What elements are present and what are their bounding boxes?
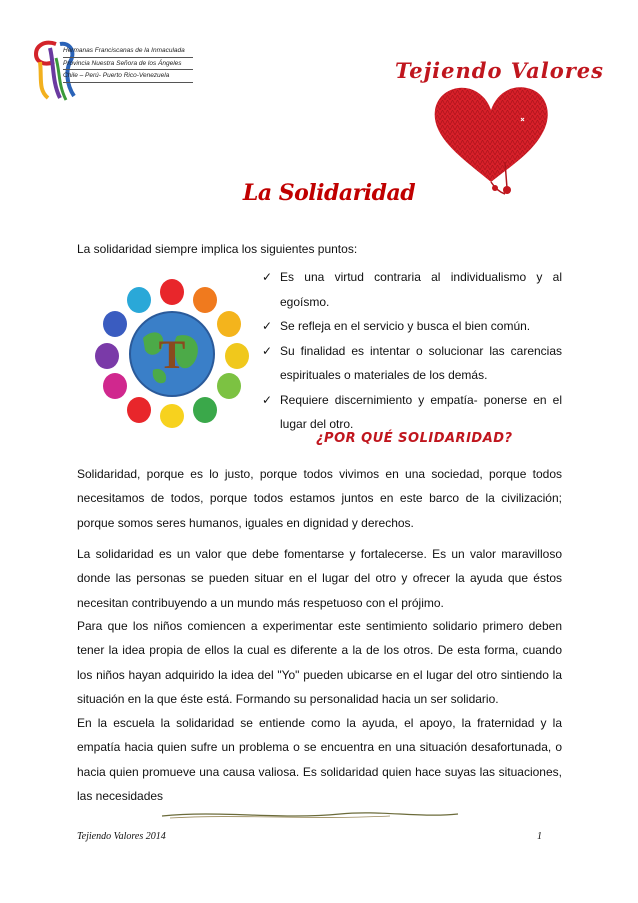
paragraph: En la escuela la solidaridad se entiende como la ayuda, el apoyo, la fraternidad y la empatía hacia quien sufre un problema o se encuentra en una situación desafortunada, o hacia quien promueve una causa valiosa. Es solidaridad quien hace suyas las situaciones, las necesidades <box>77 716 562 803</box>
org-line-2: Provincia Nuestra Señora de los Ángeles <box>63 58 193 71</box>
point-text: Su finalidad es intentar o solucionar las carencias espirituales o materiales de los demás. <box>280 343 562 382</box>
org-line-1: Hermanas Franciscanas de la Inmaculada <box>63 45 193 58</box>
page-title: La Solidaridad <box>242 180 416 206</box>
footer-label: Tejiendo Valores 2014 <box>77 831 166 842</box>
checkmark-icon: ✓ <box>262 343 273 358</box>
list-item <box>262 265 562 314</box>
list-item <box>262 314 562 339</box>
org-line-3: Chile – Perú- Puerto Rico-Venezuela <box>63 70 193 83</box>
svg-text:T: T <box>158 332 186 377</box>
point-text: Requiere discernimiento y empatía- ponerse en el lugar del otro. <box>280 392 562 431</box>
hands-globe-image <box>93 278 251 428</box>
brand-title: Tejiendo Valores <box>395 58 604 83</box>
point-text: Se refleja en el servicio y busca el bien común. <box>280 319 531 333</box>
decorative-divider <box>160 808 460 822</box>
list-item <box>262 339 562 388</box>
paragraph: La solidaridad es un valor que debe fomentarse y fortalecerse. Es un valor maravilloso donde las personas se pueden situar en el lugar del otro y ofrecer la ayuda que éstos necesitan contribuyendo a un mundo más respetuoso con el prójimo. <box>77 547 562 610</box>
paragraph: Para que los niños comiencen a experimentar este sentimiento solidario primero deben tener la idea propia de ellos la cual es diferente a la de los otros. De esta forma, cuando los niños hayan adquirido la idea del "Yo" pueden ubicarse en el lugar del otro sintiendo la situación en la que éste está. Formando su personalidad hacia un ser solidario. <box>77 619 562 706</box>
points-list <box>262 265 562 437</box>
point-text: Es una virtud contraria al individualismo y al egoísmo. <box>280 270 562 309</box>
intro-text: La solidaridad siempre implica los siguientes puntos: <box>77 242 358 256</box>
paragraph: Solidaridad, porque es lo justo, porque todos vivimos en una sociedad, porque todos necesitamos de todos, porque todos estamos juntos en este barco de la civilización; porque somos seres humanos, iguales en dignidad y derechos. <box>77 467 562 530</box>
list-item <box>262 388 562 437</box>
checkmark-icon: ✓ <box>262 270 273 284</box>
checkmark-icon: ✓ <box>262 392 273 407</box>
congregation-name <box>63 45 193 83</box>
page-number: 1 <box>537 831 542 842</box>
checkmark-icon: ✓ <box>262 319 273 333</box>
section-heading: ¿POR QUÉ SOLIDARIDAD? <box>316 431 513 446</box>
